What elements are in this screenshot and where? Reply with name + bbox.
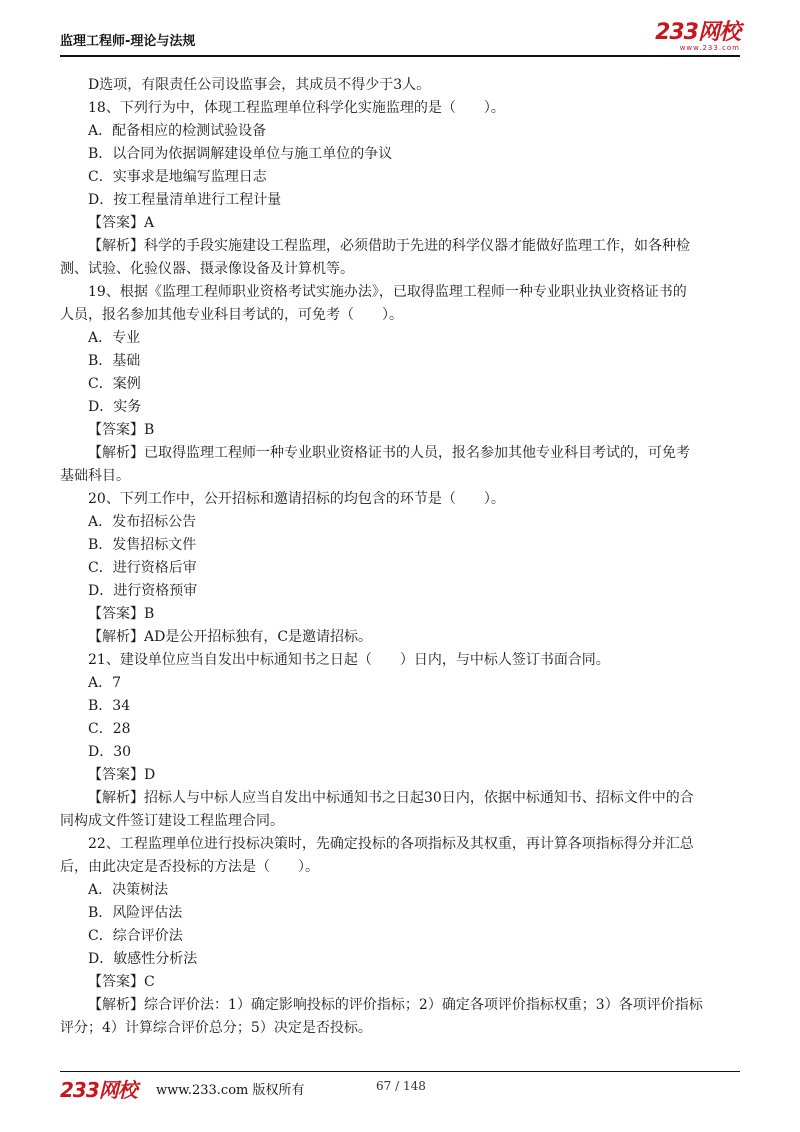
text-line: D选项，有限责任公司设监事会，其成员不得少于3人。 bbox=[88, 77, 431, 93]
option-line: B．风险评估法 bbox=[88, 905, 183, 921]
option-line: B．以合同为依据调解建设单位与施工单位的争议 bbox=[88, 146, 393, 162]
header-divider bbox=[60, 55, 740, 57]
option-line: B．发售招标文件 bbox=[88, 537, 197, 553]
text-line: 同构成文件签订建设工程监理合同。 bbox=[60, 813, 284, 829]
option-line: C．28 bbox=[88, 721, 131, 737]
text-line: 后，由此决定是否投标的方法是（ ）。 bbox=[60, 859, 319, 875]
brand-logo-url: www.233.com bbox=[679, 44, 740, 52]
question-line: 22、工程监理单位进行投标决策时，先确定投标的各项指标及其权重，再计算各项指标得分并汇总 bbox=[88, 836, 694, 852]
answer-line: 【答案】C bbox=[88, 974, 155, 990]
explanation-line: 【解析】科学的手段实施建设工程监理，必须借助于先进的科学仪器才能做好监理工作，如各种检 bbox=[88, 238, 690, 254]
option-line: A．7 bbox=[88, 675, 122, 691]
page-header bbox=[60, 22, 740, 52]
option-line: D．30 bbox=[88, 744, 132, 760]
page-number: 67 / 148 bbox=[376, 1079, 426, 1093]
option-line: C．案例 bbox=[88, 376, 141, 392]
footer-logo: 233网校 bbox=[60, 1078, 137, 1102]
option-line: D．实务 bbox=[88, 399, 142, 415]
question-line: 20、下列工作中，公开招标和邀请招标的均包含的环节是（ ）。 bbox=[88, 491, 505, 507]
option-line: C．进行资格后审 bbox=[88, 560, 197, 576]
footer-copyright: www.233.com 版权所有 bbox=[156, 1083, 305, 1098]
option-line: B．基础 bbox=[88, 353, 141, 369]
question-line: 21、建设单位应当自发出中标通知书之日起（ ）日内，与中标人签订书面合同。 bbox=[88, 652, 610, 668]
page-footer bbox=[60, 1074, 740, 1100]
option-line: D．敏感性分析法 bbox=[88, 951, 198, 967]
answer-line: 【答案】B bbox=[88, 606, 155, 622]
answer-line: 【答案】B bbox=[88, 422, 155, 438]
text-line: 测、试验、化验仪器、摄录像设备及计算机等。 bbox=[60, 261, 354, 277]
option-line: A．专业 bbox=[88, 330, 141, 346]
option-line: D．按工程量清单进行工程计量 bbox=[88, 192, 282, 208]
explanation-line: 【解析】AD是公开招标独有，C是邀请招标。 bbox=[88, 629, 373, 645]
option-line: C．实事求是地编写监理日志 bbox=[88, 169, 267, 185]
option-line: C．综合评价法 bbox=[88, 928, 183, 944]
answer-line: 【答案】D bbox=[88, 767, 156, 783]
answer-line: 【答案】A bbox=[88, 215, 155, 231]
option-line: A．决策树法 bbox=[88, 882, 169, 898]
option-line: B．34 bbox=[88, 698, 131, 714]
text-line: 人员，报名参加其他专业科目考试的，可免考（ ）。 bbox=[60, 307, 403, 323]
explanation-line: 【解析】已取得监理工程师一种专业职业资格证书的人员，报名参加其他专业科目考试的，可免考 bbox=[88, 445, 690, 461]
question-line: 19、根据《监理工程师职业资格考试实施办法》，已取得监理工程师一种专业职业执业资格证书的 bbox=[88, 284, 687, 300]
option-line: A．发布招标公告 bbox=[88, 514, 197, 530]
option-line: D．进行资格预审 bbox=[88, 583, 198, 599]
text-line: 基础科目。 bbox=[60, 468, 130, 484]
option-line: A．配备相应的检测试验设备 bbox=[88, 123, 267, 139]
explanation-line: 【解析】招标人与中标人应当自发出中标通知书之日起30日内，依据中标通知书、招标文件中的合 bbox=[88, 790, 694, 806]
explanation-line: 【解析】综合评价法：1）确定影响投标的评价指标；2）确定各项评价指标权重；3）各项评价指标 bbox=[88, 997, 703, 1013]
text-line: 评分；4）计算综合评价总分；5）决定是否投标。 bbox=[60, 1020, 372, 1036]
question-line: 18、下列行为中，体现工程监理单位科学化实施监理的是（ ）。 bbox=[88, 100, 505, 116]
brand-logo[interactable] bbox=[655, 22, 740, 52]
document-title: 监理工程师-理论与法规 bbox=[60, 34, 196, 49]
document-body bbox=[60, 74, 742, 1040]
brand-logo-text: 233网校 bbox=[655, 20, 740, 45]
footer-divider bbox=[60, 1071, 740, 1072]
